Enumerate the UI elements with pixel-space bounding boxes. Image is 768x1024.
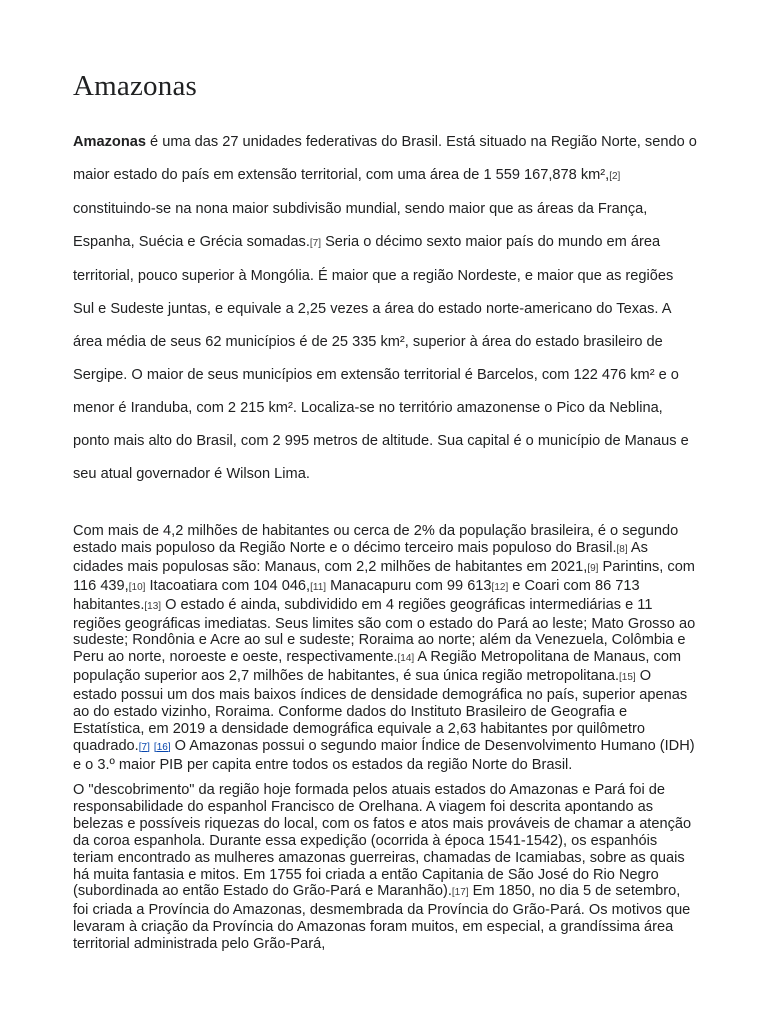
citation[interactable]: [7] <box>309 238 322 249</box>
citation[interactable]: [9] <box>587 562 599 574</box>
text: O estado é ainda, subdividido em 4 regiões geográficas intermediárias e 11 regiões geográficas imediatas. Seus limites são com o estado do Pará ao leste; Mato Grosso ao sudeste; Rondônia e Acre ao sul e sudeste; Roraima ao norte; além da Venezuela, Colômbia e Peru ao norte, noroeste e oeste, respectivamente. <box>73 596 696 666</box>
text: Itacoatiara com 104 046, <box>145 577 311 594</box>
text: Seria o décimo sexto maior país do mundo em área territorial, pouco superior à Mongólia. É maior que a região Nordeste, e maior que as regiões Sul e Sudeste juntas, e equivale a 2,25 vezes a área do estado norte-americano do Texas. A área média de seus 62 municípios é de 25 335 km², superior à área do estado brasileiro de Sergipe. O maior de seus municípios em extensão territorial é Barcelos, com 122 476 km² e o menor é Iranduba, com 2 215 km². Localiza-se no território amazonense o Pico da Neblina, ponto mais alto do Brasil, com 2 995 metros de altitude. Sua capital é o município de Manaus e seu atual governador é Wilson Lima. <box>73 234 689 482</box>
citation[interactable]: [10] <box>128 581 146 593</box>
citation[interactable]: [13] <box>144 600 162 612</box>
text: constituindo-se na nona maior subdivisão mundial, sendo maior que as áreas da França, Espanha, Suécia e Grécia somadas. <box>73 201 648 250</box>
citation[interactable]: [12] <box>491 581 509 593</box>
text: O estado possui um dos mais baixos índices de densidade demográfica no país, superior apenas ao do estado vizinho, Roraima. Conforme dados do Instituto Brasileiro de Geografia e Estatística, em 2019 a densidade demográfica equivale a 2,63 habitantes por quilômetro quadrado. <box>73 668 688 754</box>
citation[interactable]: [11] <box>310 581 327 593</box>
citation-link[interactable]: [7] <box>138 741 150 753</box>
text: A Região Metropolitana de Manaus, com população superior aos 2,7 milhões de habitantes, é sua única região metropolitana. <box>73 649 682 685</box>
text: Em 1850, no dia 5 de setembro, foi criada a Província do Amazonas, desmembrada da Província do Grão-Pará. Os motivos que levaram à criação da Província do Amazonas foram muitos, em especial, a grandíssima área territorial administrada pelo Grão-Pará, <box>73 883 691 953</box>
paragraph-intro <box>73 126 698 491</box>
citation[interactable]: [8] <box>616 543 628 555</box>
text: As cidades mais populosas são: Manaus, com 2,2 milhões de habitantes em 2021, <box>73 539 648 575</box>
citation-link[interactable]: [16] <box>153 741 171 753</box>
text: O "descobrimento" da região hoje formada pelos atuais estados do Amazonas e Pará foi de responsabilidade do espanhol Francisco de Orelhana. A viagem foi descrita apontando as belezas e possíveis riquezas do local, com os fatos e atos mais prováveis de chamar a atenção da coroa espanhola. Durante essa expedição (ocorrida à época 1541-1542), os espanhóis teriam encontrado as mulheres amazonas guerreiras, chamadas de Icamiabas, sobre as quais há muita fantasia e mitos. Em 1755 foi criada a então Capitania de São José do Rio Negro (subordinada ao então Estado do Grão-Pará e Maranhão). <box>73 782 692 900</box>
citation[interactable]: [15] <box>619 672 636 684</box>
citation[interactable]: [14] <box>397 653 415 665</box>
bold-term: Amazonas <box>73 134 146 150</box>
citation[interactable]: [2] <box>609 171 621 182</box>
text: Com mais de 4,2 milhões de habitantes ou cerca de 2% da população brasileira, é o segundo estado mais populoso da Região Norte e o décimo terceiro mais populoso do Brasil. <box>73 523 679 556</box>
citation[interactable]: [17] <box>451 887 469 899</box>
text: e Coari com 86 713 habitantes. <box>73 577 640 613</box>
paragraph-history <box>73 782 698 953</box>
text: O Amazonas possui o segundo maior Índice de Desenvolvimento Humano (IDH) e o 3.º maior PIB per capita entre todos os estados da região Norte do Brasil. <box>73 737 695 773</box>
paragraph-population <box>73 523 698 774</box>
page-title: Amazonas <box>73 70 198 102</box>
text: Manacapuru com 99 613 <box>326 577 492 594</box>
text: é uma das 27 unidades federativas do Brasil. Está situado na Região Norte, sendo o maior estado do país em extensão territorial, com uma área de 1 559 167,878 km², <box>73 134 697 183</box>
text: Parintins, com 116 439, <box>73 558 695 594</box>
